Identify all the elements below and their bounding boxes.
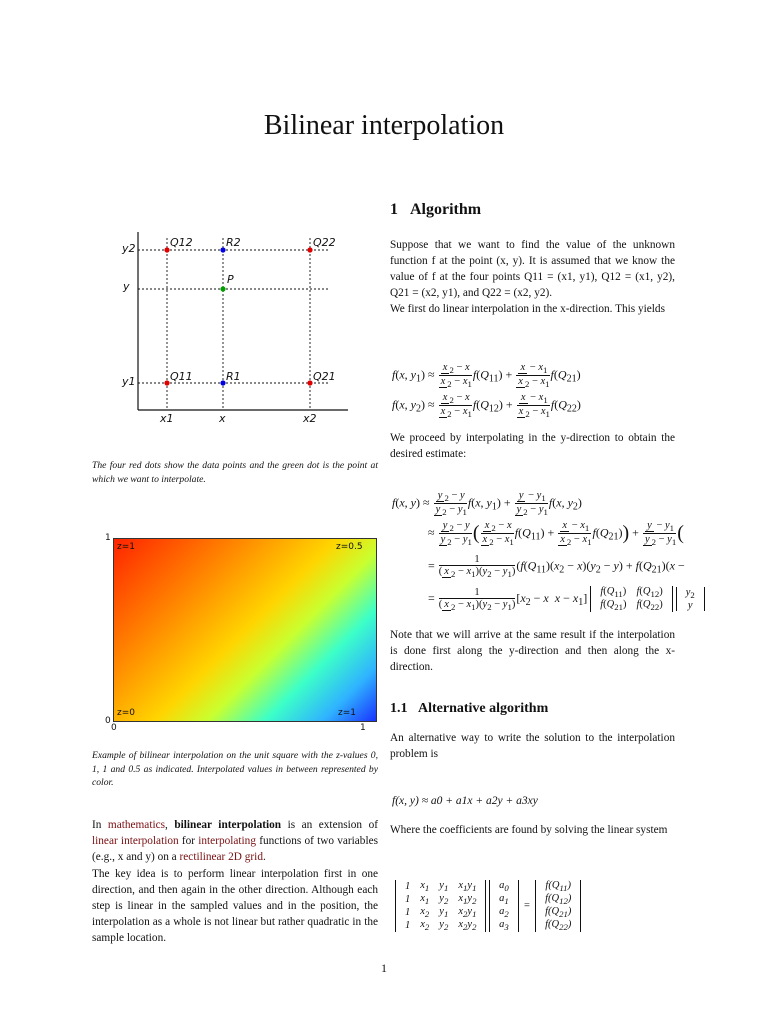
point-r2 bbox=[220, 247, 225, 252]
point-q11 bbox=[164, 380, 169, 385]
equation-y-interp: f(x, y) ≈ $\frac{y _2 - y}{y _2 - y_1}$ f(x, $y_1$) + $\frac{y - y_1}{y _2 - y_1}$ f(x, $y_2$) ≈ $\frac{y _2 - y}{y _2 - y_1}$ ( $\frac{x _2 - x}{x _2 - x_1}$ $f(Q_{11})$ + $\frac{x - x_1}{x _2 - x_1}$ $f(Q_{21})$) + $\frac{y - y_1}{y _2 - y_1}$ ( = $\frac{1}{( x _2 - x_1)(y_2 - y_1)}$ ($f(Q_{11})(x_2 - x)(y_2 - y) + f(Q_{21})(x$ − = $\frac{1}{( x _2 - x_1)(y_2 - y_1)}$ [$x_2 - x$ $x - x_1$] $f(Q_{11})$ $f(Q_{12})$ $f(Q_{21})$ $f(Q_{22})$ $y_2$ y bbox=[392, 490, 768, 618]
point-q22 bbox=[307, 247, 312, 252]
paragraph-intro: In mathematics, bilinear interpolation is an extension of linear interpolation for interpolating functions of two variables (e.g., x and y) on a rectilinear 2D grid. bbox=[92, 819, 378, 863]
section-number: 1.1 bbox=[390, 701, 408, 716]
equation-alternative: f(x, y) ≈ a0 + a1x + a2y + a3xy bbox=[392, 795, 538, 807]
tick-x-1: 1 bbox=[360, 723, 366, 733]
link-rectilinear-grid[interactable]: rectilinear 2D grid bbox=[179, 851, 263, 863]
label-r2: R2 bbox=[226, 236, 241, 249]
label-q12: Q12 bbox=[170, 236, 193, 249]
label-q22: Q22 bbox=[313, 236, 336, 249]
paragraph-algorithm-2: We first do linear interpolation in the x-direction. This yields bbox=[390, 303, 665, 315]
label-y2: y2 bbox=[122, 242, 136, 255]
heatmap-square bbox=[113, 538, 377, 722]
label-p: P bbox=[227, 273, 234, 286]
paragraph-algorithm-3: We proceed by interpolating in the y-direction to obtain the desired estimate: bbox=[390, 432, 675, 460]
interpolation-diagram bbox=[110, 232, 350, 432]
equation-x-interp-1: f(x, $y_1$) ≈ $\frac{x _2 - x}{x _2 - x_1}$ $f(Q_{11})$ + $\frac{x - x_1}{x _2 - x_1}$ $f(Q_{21})$ bbox=[392, 362, 581, 390]
label-x: x bbox=[219, 412, 226, 425]
paragraph-alternative-1: An alternative way to write the solution to the interpolation problem is bbox=[390, 732, 675, 760]
link-interpolating[interactable]: interpolating bbox=[198, 835, 256, 847]
section-title: Algorithm bbox=[410, 201, 482, 218]
tick-y-0: 0 bbox=[105, 716, 111, 726]
label-y: y bbox=[123, 280, 130, 293]
section-heading-algorithm bbox=[390, 201, 481, 219]
paragraph-alternative-2: Where the coefficients are found by solving the linear system bbox=[390, 824, 668, 836]
corner-top-right: z=0.5 bbox=[336, 542, 363, 552]
link-mathematics[interactable]: mathematics bbox=[107, 819, 166, 831]
page-title: Bilinear interpolation bbox=[263, 110, 505, 141]
label-x2: x2 bbox=[303, 412, 317, 425]
tick-y-1: 1 bbox=[105, 533, 111, 543]
page-number: 1 bbox=[381, 961, 387, 975]
corner-bottom-right: z=1 bbox=[338, 708, 356, 718]
label-q11: Q11 bbox=[170, 370, 193, 383]
point-q21 bbox=[307, 380, 312, 385]
linear-system: 1 $x_1$ $y_1$ $x_1y_1$ 1 $x_1$ $y_2$ $x_1y_2$ 1 $x_2$ $y_1$ $x_2y_1$ 1 $x_2$ $y_2$ $x_2y_2$ $a_0$ $a_1$ $a_2$ $a_3$ = $f(Q_{11})$ $f(Q_{12})$ $f(Q_{21})$ $f(Q_{22})$ bbox=[395, 880, 581, 932]
caption-heatmap: Example of bilinear interpolation on the unit square with the z-values 0, 1, 1 and 0.5 as indicated. Interpolated values in between represented by color. bbox=[92, 750, 378, 789]
diagram-lines bbox=[110, 232, 350, 432]
paragraph-key-idea: The key idea is to perform linear interpolation first in one direction, and then again in the other direction. Although each step is linear in the sampled values and in the position, the interpolation as a whole is not linear but rather quadratic in the sample location. bbox=[92, 868, 378, 944]
section-heading-alternative bbox=[390, 701, 548, 717]
point-r1 bbox=[220, 380, 225, 385]
paragraph-algorithm-1: Suppose that we want to find the value of the unknown function f at the point (x, y). It is assumed that we know the value of f at the four points Q11 = (x1, y1), Q12 = (x1, y2), Q21 = (x2, y1), and Q22 = (x2, y2). bbox=[390, 239, 675, 299]
paragraph-note: Note that we will arrive at the same result if the interpolation is done first along the y-direction and then along the x-direction. bbox=[390, 629, 675, 673]
heatmap-figure bbox=[92, 530, 382, 735]
point-p bbox=[220, 286, 225, 291]
equation-x-interp-2: f(x, $y_2$) ≈ $\frac{x _2 - x}{x _2 - x_1}$ $f(Q_{12})$ + $\frac{x - x_1}{x _2 - x_1}$ $f(Q_{22})$ bbox=[392, 392, 581, 420]
point-q12 bbox=[164, 247, 169, 252]
tick-x-0: 0 bbox=[111, 723, 117, 733]
section-number: 1 bbox=[390, 201, 398, 218]
label-y1: y1 bbox=[122, 375, 136, 388]
label-r1: R1 bbox=[226, 370, 241, 383]
label-x1: x1 bbox=[160, 412, 174, 425]
link-linear-interpolation[interactable]: linear interpolation bbox=[92, 835, 179, 847]
section-title: Alternative algorithm bbox=[418, 701, 549, 716]
corner-top-left: z=1 bbox=[117, 542, 135, 552]
label-q21: Q21 bbox=[313, 370, 336, 383]
corner-bottom-left: z=0 bbox=[117, 708, 135, 718]
caption-diagram: The four red dots show the data points and the green dot is the point at which we want to interpolate. bbox=[92, 460, 378, 485]
